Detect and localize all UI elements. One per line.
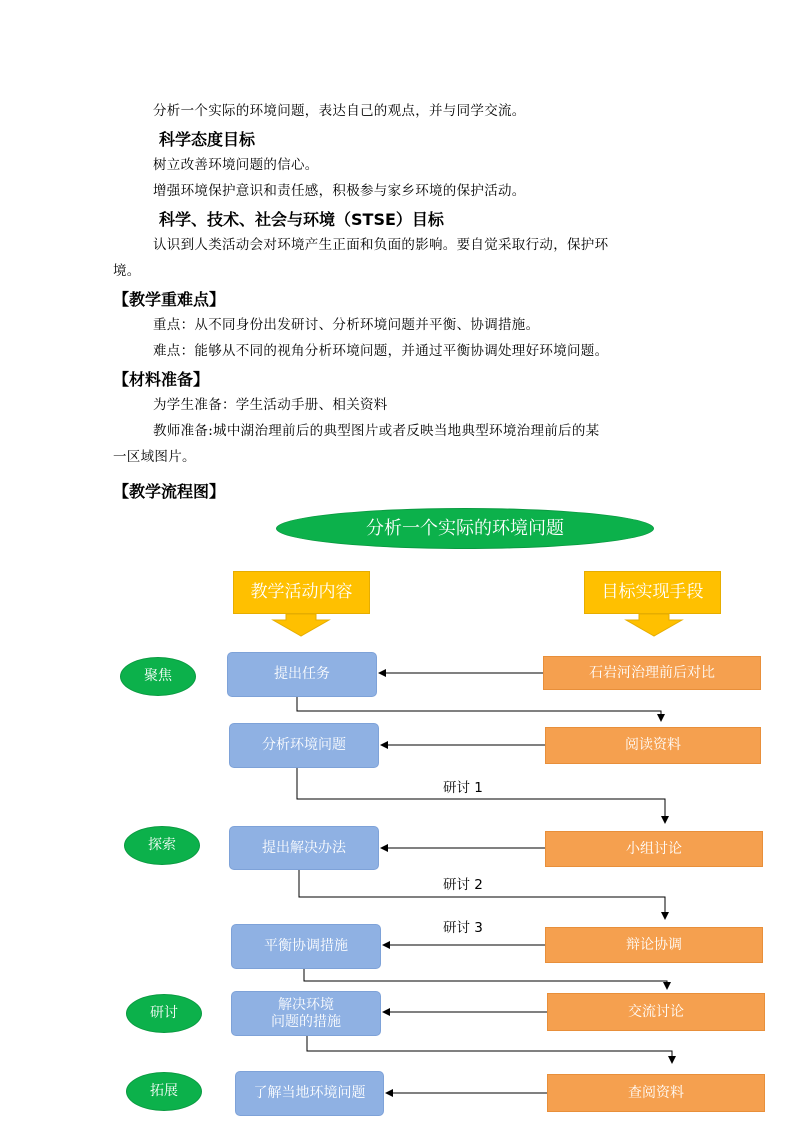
stse-line-2: 境。 <box>113 263 141 279</box>
stage-discuss-text: 研讨 <box>150 1005 178 1021</box>
right-header-down-arrow <box>626 614 682 636</box>
student-materials-line: 为学生准备：学生活动手册、相关资料 <box>153 397 388 413</box>
means-debate-text: 辩论协调 <box>626 936 682 953</box>
key-point-line: 重点：从不同身份出发研讨、分析环境问题并平衡、协调措施。 <box>153 317 540 333</box>
header-teaching-activities-text: 教学活动内容 <box>250 582 353 602</box>
means-read-materials-text: 阅读资料 <box>625 737 681 753</box>
section-flowchart: 【教学流程图】 <box>113 482 226 501</box>
means-look-up-materials <box>547 1074 765 1112</box>
elbow-1 <box>297 697 661 721</box>
means-read-materials <box>545 727 761 764</box>
discussion-label-2: 研讨 2 <box>443 877 483 893</box>
objective-line-analyze: 分析一个实际的环境问题，表达自己的观点，并与同学交流。 <box>153 103 526 119</box>
stage-focus <box>120 657 196 696</box>
means-river-comparison <box>543 656 761 690</box>
flowchart-title <box>276 508 654 549</box>
section-key-difficult: 【教学重难点】 <box>113 290 226 309</box>
means-river-comparison-text: 石岩河治理前后对比 <box>589 664 715 681</box>
activity-raise-task <box>227 652 377 697</box>
heading-stse: 科学、技术、社会与环境（STSE）目标 <box>159 210 444 229</box>
activity-local-problems <box>235 1071 384 1116</box>
means-look-up-materials-text: 查阅资料 <box>628 1084 684 1101</box>
stse-line-1: 认识到人类活动会对环境产生正面和负面的影响。要自觉采取行动，保护环 <box>153 237 609 253</box>
header-goal-means <box>584 571 721 614</box>
teacher-materials-line-1: 教师准备:城中湖治理前后的典型图片或者反映当地典型环境治理前后的某 <box>153 423 600 439</box>
activity-analyze-problem-text: 分析环境问题 <box>262 737 346 753</box>
heading-science-attitude: 科学态度目标 <box>159 130 256 149</box>
stage-discuss <box>126 994 202 1033</box>
header-teaching-activities <box>233 571 370 614</box>
attitude-line-1: 树立改善环境问题的信心。 <box>153 157 319 173</box>
header-goal-means-text: 目标实现手段 <box>601 582 704 602</box>
activity-analyze-problem <box>229 723 379 768</box>
discussion-label-1: 研讨 1 <box>443 780 483 796</box>
activity-solve-measures <box>231 991 381 1036</box>
stage-focus-text: 聚焦 <box>144 668 172 684</box>
attitude-line-2: 增强环境保护意识和责任感，积极参与家乡环境的保护活动。 <box>153 183 526 199</box>
stage-extend <box>126 1072 202 1111</box>
difficult-point-line: 难点：能够从不同的视角分析环境问题，并通过平衡协调处理好环境问题。 <box>153 343 609 359</box>
means-group-discussion <box>545 831 763 867</box>
discussion-label-3: 研讨 3 <box>443 920 483 936</box>
activity-balance-measures-text: 平衡协调措施 <box>264 938 348 954</box>
means-exchange-discussion <box>547 993 765 1031</box>
activity-solve-measures-text: 解决环境 问题的措施 <box>271 996 341 1030</box>
stage-explore <box>124 826 200 865</box>
elbow-5 <box>307 1036 672 1063</box>
section-materials: 【材料准备】 <box>113 370 210 389</box>
elbow-4 <box>304 969 667 989</box>
stage-extend-text: 拓展 <box>150 1083 178 1099</box>
means-group-discussion-text: 小组讨论 <box>626 840 682 857</box>
activity-propose-solution <box>229 826 379 870</box>
means-debate <box>545 927 763 963</box>
teacher-materials-line-2: 一区域图片。 <box>113 449 196 465</box>
activity-balance-measures <box>231 924 381 969</box>
means-exchange-discussion-text: 交流讨论 <box>628 1003 684 1020</box>
activity-propose-solution-text: 提出解决办法 <box>262 839 346 856</box>
left-header-down-arrow <box>273 614 329 636</box>
stage-explore-text: 探索 <box>148 837 176 853</box>
activity-local-problems-text: 了解当地环境问题 <box>253 1085 366 1101</box>
activity-raise-task-text: 提出任务 <box>274 666 330 682</box>
flowchart-title-text: 分析一个实际的环境问题 <box>366 518 564 539</box>
